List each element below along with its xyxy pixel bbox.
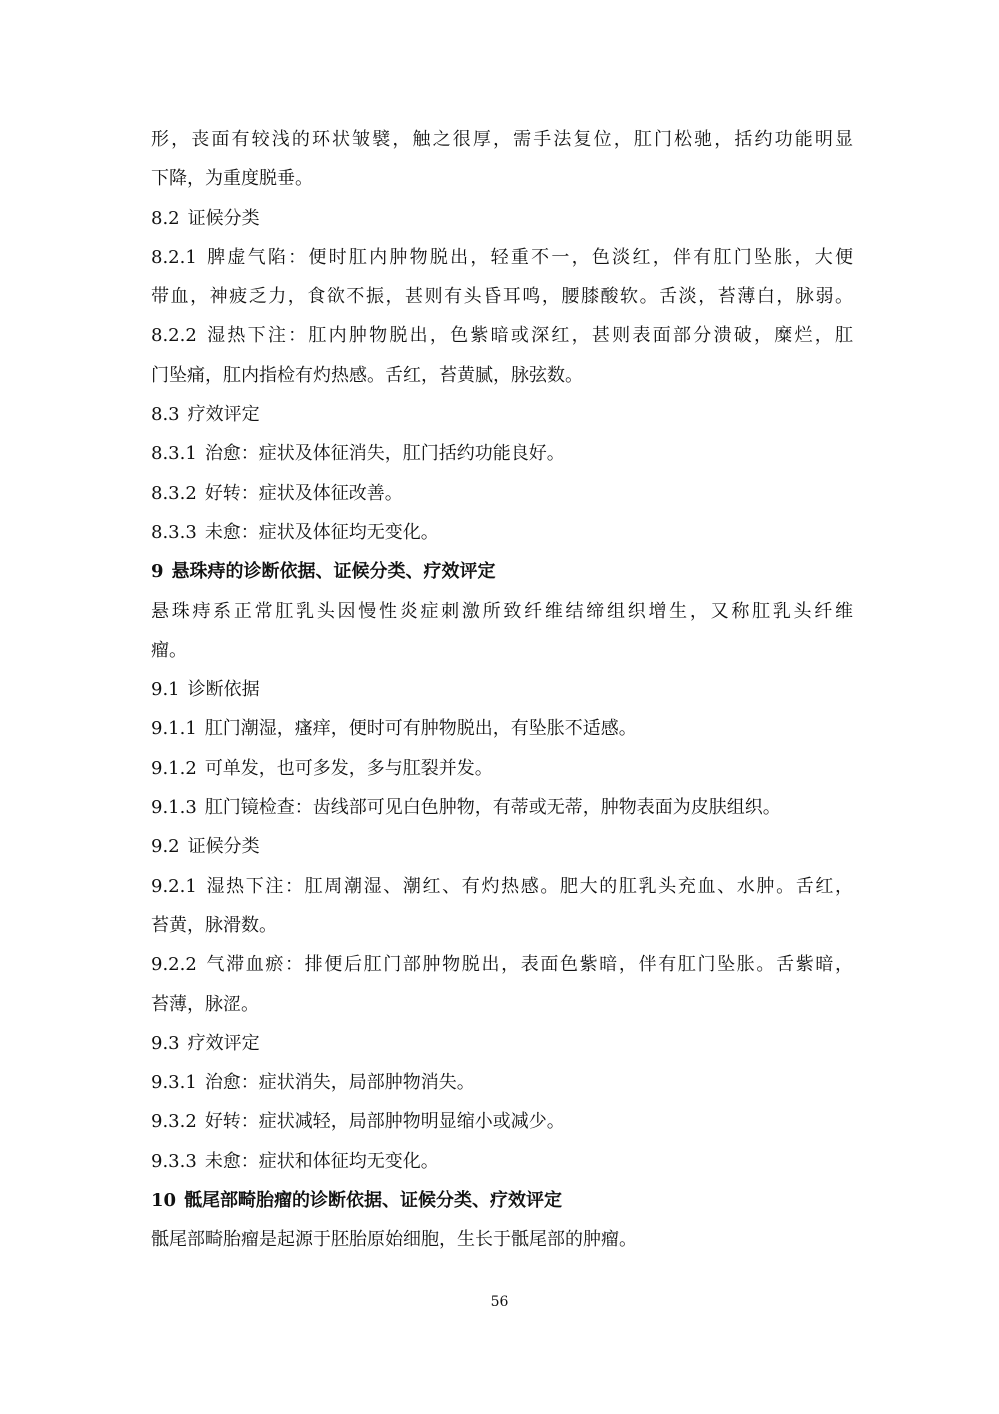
clause-number: 8.3.3	[151, 521, 197, 543]
clause-number: 9.2.1	[151, 875, 197, 897]
line-text: 疗效评定	[187, 1032, 260, 1054]
paragraph-line	[151, 592, 853, 631]
page-body	[151, 120, 853, 1260]
line-text: 苔黄，脉滑数。	[151, 914, 277, 936]
line-text: 带血，神疲乏力，食欲不振，甚则有头昏耳鸣，腰膝酸软。舌淡，苔薄白，脉弱。	[151, 286, 853, 308]
paragraph-line	[151, 631, 853, 670]
line-text: 肛门潮湿，瘙痒，便时可有肿物脱出，有坠胀不适感。	[204, 718, 637, 740]
paragraph-line	[151, 1220, 853, 1259]
line-text: 治愈：症状消失，局部肿物消失。	[204, 1072, 475, 1094]
numbered-paragraph	[151, 867, 853, 906]
line-text: 脾虚气陷：便时肛内肿物脱出，轻重不一，色淡红，伴有肛门坠胀，大便	[204, 246, 853, 268]
line-text: 气滞血瘀：排便后肛门部肿物脱出，表面色紫暗，伴有肛门坠胀。舌紫暗，	[204, 954, 853, 976]
line-text: 好转：症状减轻，局部肿物明显缩小或减少。	[204, 1111, 565, 1133]
paragraph-line	[151, 120, 853, 159]
clause-number: 9.1.2	[151, 757, 197, 779]
clause-number: 8.2	[151, 207, 180, 229]
line-text: 未愈：症状和体征均无变化。	[204, 1150, 439, 1172]
clause-number: 8.2.1	[151, 246, 197, 268]
numbered-paragraph	[151, 199, 853, 238]
paragraph-line	[151, 906, 853, 945]
paragraph-line	[151, 356, 853, 395]
clause-number: 9.1.3	[151, 797, 197, 819]
numbered-paragraph	[151, 670, 853, 709]
numbered-paragraph	[151, 1142, 853, 1181]
clause-number: 9.3.1	[151, 1072, 197, 1094]
line-text: 悬珠痔系正常肛乳头因慢性炎症刺激所致纤维结缔组织增生，又称肛乳头纤维	[151, 600, 853, 622]
numbered-paragraph	[151, 238, 853, 277]
line-text: 未愈：症状及体征均无变化。	[204, 521, 439, 543]
clause-number: 9.2	[151, 836, 180, 858]
line-text: 诊断依据	[187, 679, 260, 701]
numbered-paragraph	[151, 395, 853, 434]
clause-number: 9.3.2	[151, 1111, 197, 1133]
numbered-paragraph	[151, 474, 853, 513]
line-text: 苔薄，脉涩。	[151, 993, 259, 1015]
line-text: 治愈：症状及体征消失，肛门括约功能良好。	[204, 443, 565, 465]
page-number: 56	[490, 1294, 509, 1310]
numbered-paragraph	[151, 1063, 853, 1102]
line-text: 可单发，也可多发，多与肛裂并发。	[204, 757, 493, 779]
paragraph-line	[151, 985, 853, 1024]
line-text: 骶尾部畸胎瘤是起源于胚胎原始细胞，生长于骶尾部的肿瘤。	[151, 1229, 637, 1251]
section-heading	[151, 552, 853, 591]
line-text: 肛门镜检查：齿线部可见白色肿物，有蒂或无蒂，肿物表面为皮肤组织。	[204, 797, 781, 819]
clause-number: 8.3.1	[151, 443, 197, 465]
line-text: 证候分类	[187, 836, 260, 858]
line-text: 悬珠痔的诊断依据、证候分类、疗效评定	[171, 561, 496, 583]
line-text: 湿热下注：肛周潮湿、潮红、有灼热感。肥大的肛乳头充血、水肿。舌红，	[204, 875, 853, 897]
numbered-paragraph	[151, 1024, 853, 1063]
numbered-paragraph	[151, 749, 853, 788]
clause-number: 9.2.2	[151, 954, 197, 976]
clause-number: 8.3.2	[151, 482, 197, 504]
line-text: 疗效评定	[187, 404, 260, 426]
line-text: 湿热下注：肛内肿物脱出，色紫暗或深红，甚则表面部分溃破，糜烂，肛	[204, 325, 853, 347]
numbered-paragraph	[151, 1102, 853, 1141]
line-text: 下降，为重度脱垂。	[151, 168, 313, 190]
clause-number: 8.2.2	[151, 325, 197, 347]
line-text: 骶尾部畸胎瘤的诊断依据、证候分类、疗效评定	[184, 1190, 563, 1212]
numbered-paragraph	[151, 788, 853, 827]
line-text: 门坠痛，肛内指检有灼热感。舌红，苔黄腻，脉弦数。	[151, 364, 583, 386]
numbered-paragraph	[151, 316, 853, 355]
numbered-paragraph	[151, 709, 853, 748]
section-heading	[151, 1181, 853, 1220]
clause-number: 10	[151, 1190, 177, 1212]
line-text: 形，丧面有较浅的环状皱襞，触之很厚，需手法复位，肛门松驰，括约功能明显	[151, 129, 853, 150]
clause-number: 8.3	[151, 404, 180, 426]
line-text: 好转：症状及体征改善。	[204, 482, 403, 504]
paragraph-line	[151, 277, 853, 316]
numbered-paragraph	[151, 945, 853, 984]
clause-number: 9	[151, 561, 164, 583]
numbered-paragraph	[151, 827, 853, 866]
clause-number: 9.1.1	[151, 718, 197, 740]
clause-number: 9.3.3	[151, 1150, 197, 1172]
line-text: 瘤。	[151, 639, 187, 661]
clause-number: 9.1	[151, 679, 180, 701]
clause-number: 9.3	[151, 1032, 180, 1054]
paragraph-line	[151, 159, 853, 198]
numbered-paragraph	[151, 513, 853, 552]
numbered-paragraph	[151, 434, 853, 473]
line-text: 证候分类	[187, 207, 260, 229]
